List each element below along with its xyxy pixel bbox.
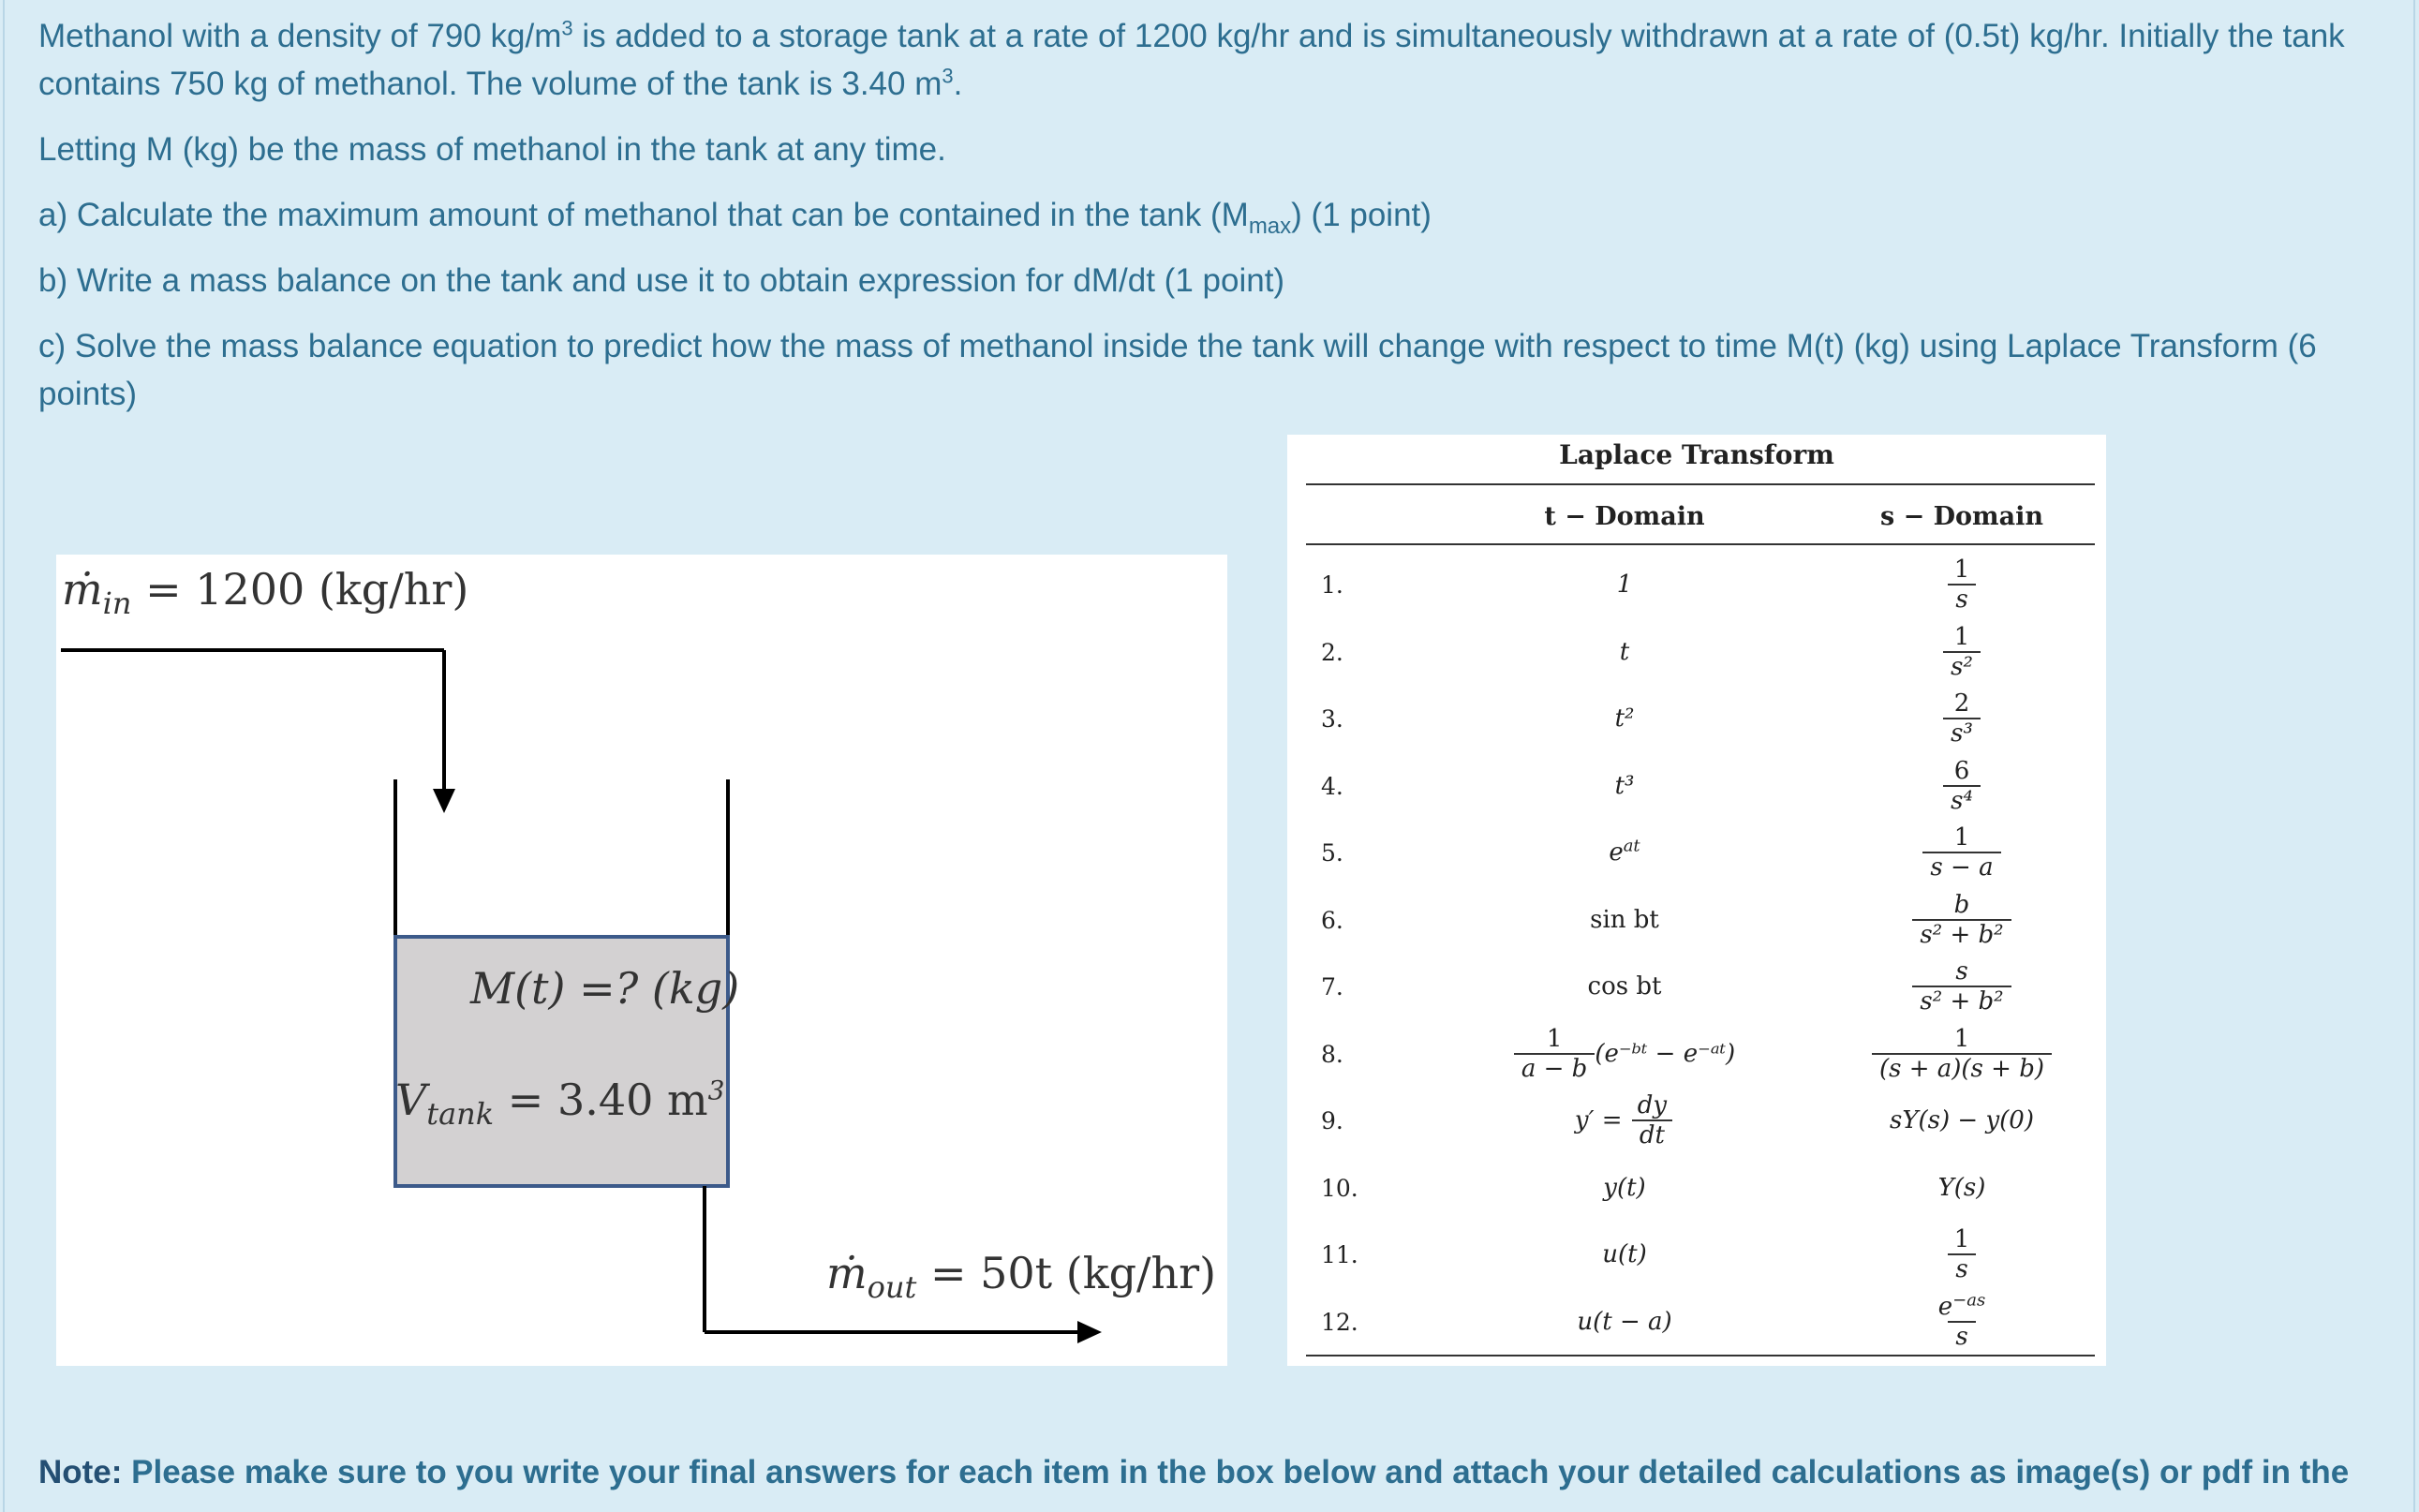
table-header-rule [1306, 543, 2095, 545]
row-number: 9. [1321, 1107, 1343, 1134]
table-row [1287, 1221, 2106, 1288]
s-frac-num: s [1955, 957, 1968, 986]
s-frac-den: s [1948, 584, 1975, 614]
mass-flow-out-label: ṁ$_{out}$ = 50t (kg/hr) [826, 1248, 1217, 1306]
s-domain-cell [1831, 551, 2093, 618]
t-domain-header: t − Domain [1544, 502, 1705, 531]
s-domain-cell [1831, 618, 2093, 686]
inlet-arrow-icon [433, 789, 455, 813]
s-frac [1947, 556, 1978, 614]
table-row [1287, 685, 2106, 752]
laplace-table [1287, 435, 2106, 1366]
tank-diagram-svg [56, 555, 1227, 1366]
problem-letting: Letting M (kg) be the mass of methanol in the tank at any time. [38, 131, 946, 168]
t-expr: sin bt [1590, 905, 1659, 934]
table-row [1287, 1288, 2106, 1356]
s-domain-cell [1831, 1221, 2093, 1288]
s-frac [1947, 1225, 1978, 1283]
t-domain-cell [1437, 953, 1812, 1020]
s-frac-den: s − a [1922, 852, 2000, 882]
t-expr: $e^{at}$ [1609, 836, 1640, 867]
s-frac [1943, 757, 1981, 815]
s-frac-den: s [1948, 1321, 1975, 1351]
s-frac [1912, 957, 2011, 1015]
note-text: Note: Please make sure to you write your final answers for each item in the box below and attach your detailed calculations as image(s) or pdf in the [38, 1454, 2350, 1490]
t-frac-den: a − b [1514, 1053, 1595, 1083]
s-frac-num: b [1953, 890, 1970, 919]
s-frac [1943, 689, 1981, 748]
t-expr: t³ [1614, 771, 1635, 800]
table-row [1287, 752, 2106, 820]
t-frac-den: dt [1632, 1119, 1672, 1149]
row-number: 7. [1321, 973, 1343, 1001]
question-a: a) Calculate the maximum amount of methanol that can be contained in the tank $(M_{max})$ (1 point) [38, 197, 1432, 239]
row-number: 6. [1321, 906, 1343, 934]
row-number: 1. [1321, 571, 1343, 599]
question-b: b) Write a mass balance on the tank and use it to obtain expression for dM/dt (1 point) [38, 262, 1285, 299]
table-row [1287, 886, 2106, 954]
row-number: 2. [1321, 638, 1343, 666]
s-frac-den: (s + a)(s + b) [1872, 1053, 2052, 1083]
question-c-line-1: c) Solve the mass balance equation to predict how the mass of methanol inside the tank will change with respect to time M(t) (kg) using Laplace Transform (6 [38, 328, 2317, 364]
row-number: 10. [1321, 1174, 1358, 1202]
t-domain-cell [1437, 685, 1812, 752]
row-number: 12. [1321, 1308, 1358, 1336]
s-domain-cell [1831, 1154, 2093, 1222]
row-number: 4. [1321, 772, 1343, 800]
s-frac-num: 1 [1953, 1024, 1970, 1053]
s-domain-cell [1831, 886, 2093, 954]
t-expr: t [1619, 637, 1630, 666]
row-number: 11. [1321, 1241, 1358, 1268]
t-frac-num: dy [1637, 1091, 1668, 1119]
s-domain-cell [1831, 1020, 2093, 1088]
s-domain-header: s − Domain [1880, 502, 2043, 531]
table-top-rule [1306, 483, 2095, 485]
s-frac [1912, 891, 2011, 949]
mass-flow-in-label: ṁ$_{in}$ = 1200 (kg/hr) [62, 564, 469, 622]
s-frac-num: 1 [1953, 1225, 1970, 1253]
s-frac [1922, 823, 2000, 882]
table-row [1287, 953, 2106, 1020]
t-domain-cell [1437, 886, 1812, 954]
t-frac-num: 1 [1546, 1024, 1563, 1053]
t-expr-exp: at [1623, 836, 1640, 856]
s-domain-cell [1831, 819, 2093, 886]
t-expr: y(t) [1603, 1173, 1646, 1202]
t-expr: u(t − a) [1577, 1307, 1672, 1336]
t-expr: cos bt [1587, 972, 1662, 1001]
problem-line-2: contains 750 kg of methanol. The volume of the tank is 3.40 $m^3$. [38, 64, 963, 102]
s-frac-num: 1 [1953, 823, 1970, 852]
s-domain-cell [1831, 1288, 2093, 1356]
t-domain-cell [1437, 551, 1812, 618]
t-domain-cell [1437, 618, 1812, 686]
problem-line-1: Methanol with a density of 790 $kg/m^3$ is added to a storage tank at a rate of 1200 kg/hr and is simultaneously withdrawn at a rate of (0.5t) kg/hr. Initially the tank [38, 16, 2345, 54]
tank-mass-label: M(t) =? (kg) [470, 963, 740, 1014]
s-domain-cell [1831, 953, 2093, 1020]
laplace-table-title: Laplace Transform [1559, 439, 1834, 470]
t-expr: t² [1614, 704, 1635, 733]
s-frac-num: $e^{-as}$ [1937, 1289, 1986, 1321]
s-frac-num: 2 [1953, 689, 1970, 718]
s-frac-num: 1 [1953, 622, 1970, 651]
t-domain-cell [1437, 1288, 1812, 1356]
t-frac [1514, 1025, 1595, 1083]
t-expr-lhs: y′ = [1574, 1106, 1630, 1134]
s-expr: sY(s) − y(0) [1890, 1106, 2034, 1134]
s-frac-den: s² + b² [1912, 986, 2011, 1015]
t-expr: u(t) [1602, 1240, 1647, 1268]
t-domain-cell [1437, 1087, 1812, 1154]
tank-volume-label: $V_{tank} = 3.40$ $m^3$ [395, 1075, 725, 1133]
s-frac-den: s⁴ [1943, 785, 1981, 815]
s-frac-den: s [1948, 1253, 1975, 1283]
s-frac-num: 6 [1953, 756, 1970, 785]
row-number: 5. [1321, 839, 1343, 867]
s-frac-den: s² + b² [1912, 919, 2011, 949]
table-row [1287, 618, 2106, 686]
table-row [1287, 1154, 2106, 1222]
outlet-arrow-icon [1077, 1321, 1102, 1343]
row-number: 3. [1321, 705, 1343, 733]
t-expr: 1 [1616, 571, 1633, 599]
t-frac [1630, 1091, 1674, 1149]
s-domain-cell [1831, 685, 2093, 752]
s-frac-num: 1 [1953, 556, 1970, 584]
t-domain-cell [1437, 1154, 1812, 1222]
s-frac [1872, 1025, 2052, 1083]
s-domain-cell [1831, 1087, 2093, 1154]
s-frac [1943, 623, 1981, 681]
t-domain-cell [1437, 1221, 1812, 1288]
row-number: 8. [1321, 1040, 1343, 1068]
s-frac-num-exp: −as [1952, 1289, 1986, 1310]
table-bottom-rule [1306, 1355, 2095, 1356]
table-row [1287, 1087, 2106, 1154]
t-domain-cell [1437, 819, 1812, 886]
table-row [1287, 1020, 2106, 1088]
table-row [1287, 819, 2106, 886]
t-domain-cell [1437, 1020, 1812, 1088]
t-domain-cell [1437, 752, 1812, 820]
s-frac-den: s² [1943, 651, 1981, 681]
tank-diagram [56, 555, 1227, 1366]
table-row [1287, 551, 2106, 618]
question-c-line-2: points) [38, 376, 138, 412]
s-frac-den: s³ [1943, 718, 1981, 748]
s-domain-cell [1831, 752, 2093, 820]
t-expr-rest: (e⁻ᵇᵗ − e⁻ᵃᵗ) [1595, 1039, 1736, 1068]
s-frac [1931, 1289, 1993, 1351]
s-expr: Y(s) [1937, 1173, 1986, 1202]
